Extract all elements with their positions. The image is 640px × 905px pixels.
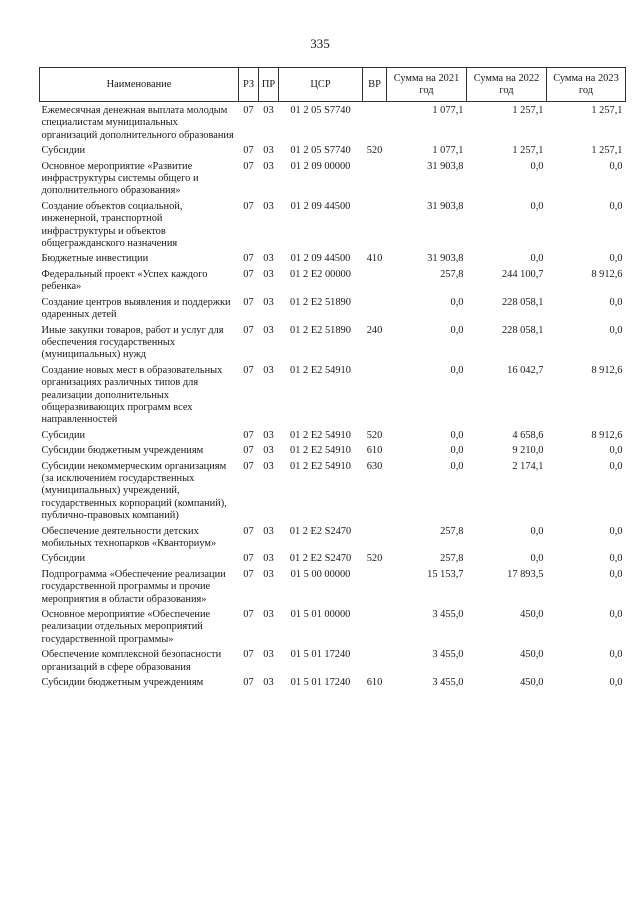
cell-sum-2022: 228 058,1 xyxy=(501,296,544,308)
cell-name: Субсидии бюджетным учреждениям xyxy=(41,445,204,457)
cell-sum-2023: 0,0 xyxy=(609,253,623,265)
cell-name: Подпрограмма «Обеспечение реализации государственной программы и прочие мероприятия в области образования» xyxy=(41,568,226,605)
cell-pr: 03 xyxy=(263,145,274,157)
header-rz: РЗ xyxy=(239,68,259,102)
cell-sum-2021: 0,0 xyxy=(450,445,464,457)
table-row xyxy=(40,252,626,267)
cell-name: Субсидии xyxy=(41,145,86,157)
cell-name: Создание центров выявления и поддержки одаренных детей xyxy=(41,296,231,321)
cell-name: Субсидии бюджетным учреждениям xyxy=(41,677,204,689)
cell-pr: 03 xyxy=(263,460,274,472)
table-row xyxy=(40,552,626,567)
cell-sum-2022: 2 174,1 xyxy=(512,460,544,472)
cell-sum-2022: 0,0 xyxy=(530,160,544,172)
cell-pr: 03 xyxy=(263,525,274,537)
cell-sum-2023: 0,0 xyxy=(609,568,623,580)
cell-name: Обеспечение комплексной безопасности организаций в сфере образования xyxy=(41,649,222,673)
cell-vr: 520 xyxy=(366,145,383,157)
cell-sum-2022: 0,0 xyxy=(530,525,544,537)
cell-name: Основное мероприятие «Развитие инфраструктуры системы общего и дополнительного образования» xyxy=(41,160,199,197)
cell-csr: 01 2 E2 54910 xyxy=(290,429,351,441)
cell-name: Основное мероприятие «Обеспечение реализации отдельных мероприятий государственной программы» xyxy=(41,609,211,645)
cell-sum-2023: 8 912,6 xyxy=(591,429,623,441)
cell-sum-2021: 31 903,8 xyxy=(427,160,464,172)
cell-vr xyxy=(363,160,387,200)
table-row xyxy=(40,676,626,691)
cell-vr xyxy=(363,525,387,553)
cell-sum-2022: 244 100,7 xyxy=(501,268,544,280)
cell-vr: 410 xyxy=(366,253,383,265)
cell-sum-2023: 8 912,6 xyxy=(591,268,623,280)
table-row xyxy=(40,429,626,444)
table-row xyxy=(40,144,626,159)
cell-name: Обеспечение деятельности детских мобильных технопарков «Кванториум» xyxy=(41,525,217,549)
cell-pr: 03 xyxy=(263,160,274,172)
cell-csr: 01 2 E2 54910 xyxy=(290,460,351,472)
cell-sum-2021: 0,0 xyxy=(450,429,464,441)
cell-sum-2021: 3 455,0 xyxy=(432,649,464,661)
cell-rz: 07 xyxy=(243,553,254,565)
cell-vr: 520 xyxy=(366,553,383,565)
table-row xyxy=(40,200,626,253)
cell-csr: 01 2 09 00000 xyxy=(290,160,351,172)
cell-sum-2021: 31 903,8 xyxy=(427,253,464,265)
cell-pr: 03 xyxy=(263,568,274,580)
cell-vr xyxy=(363,568,387,608)
cell-sum-2021: 0,0 xyxy=(450,460,464,472)
table-row xyxy=(40,568,626,608)
cell-sum-2022: 16 042,7 xyxy=(507,364,544,376)
table-header-row xyxy=(40,68,626,102)
cell-csr: 01 5 01 17240 xyxy=(290,677,351,689)
cell-sum-2023: 0,0 xyxy=(609,649,623,661)
cell-sum-2021: 257,8 xyxy=(440,553,464,565)
cell-csr: 01 5 00 00000 xyxy=(290,568,351,580)
cell-csr: 01 2 E2 51890 xyxy=(290,296,351,308)
cell-rz: 07 xyxy=(243,525,254,537)
cell-sum-2023: 0,0 xyxy=(609,460,623,472)
cell-vr xyxy=(363,608,387,648)
cell-sum-2023: 1 257,1 xyxy=(591,145,623,157)
cell-vr xyxy=(363,364,387,429)
cell-sum-2021: 257,8 xyxy=(440,268,464,280)
cell-sum-2022: 450,0 xyxy=(520,609,544,621)
cell-name: Федеральный проект «Успех каждого ребенка» xyxy=(41,268,208,293)
cell-name: Субсидии xyxy=(41,553,86,565)
cell-vr: 610 xyxy=(366,677,383,689)
cell-csr: 01 2 E2 51890 xyxy=(290,324,351,336)
cell-rz: 07 xyxy=(243,429,254,441)
cell-rz: 07 xyxy=(243,609,254,621)
cell-rz: 07 xyxy=(243,160,254,172)
cell-sum-2021: 1 077,1 xyxy=(432,145,464,157)
cell-pr: 03 xyxy=(263,296,274,308)
cell-sum-2022: 0,0 xyxy=(530,200,544,212)
cell-sum-2023: 0,0 xyxy=(609,609,623,621)
cell-sum-2021: 3 455,0 xyxy=(432,677,464,689)
cell-sum-2023: 0,0 xyxy=(609,160,623,172)
cell-rz: 07 xyxy=(243,200,254,212)
header-sum-2022: Сумма на 2022 год xyxy=(467,68,547,102)
cell-sum-2023: 0,0 xyxy=(609,445,623,457)
cell-rz: 07 xyxy=(243,324,254,336)
table-row xyxy=(40,268,626,296)
cell-csr: 01 2 E2 54910 xyxy=(290,364,351,376)
cell-pr: 03 xyxy=(263,268,274,280)
cell-pr: 03 xyxy=(263,324,274,336)
cell-rz: 07 xyxy=(243,364,254,376)
cell-vr: 240 xyxy=(366,324,383,336)
cell-vr xyxy=(363,102,387,145)
cell-csr: 01 2 E2 S2470 xyxy=(289,525,352,537)
cell-sum-2021: 3 455,0 xyxy=(432,609,464,621)
cell-pr: 03 xyxy=(263,364,274,376)
cell-sum-2021: 0,0 xyxy=(450,364,464,376)
cell-sum-2021: 0,0 xyxy=(450,324,464,336)
cell-sum-2023: 8 912,6 xyxy=(591,364,623,376)
cell-sum-2022: 4 658,6 xyxy=(512,429,544,441)
cell-vr xyxy=(363,296,387,324)
cell-rz: 07 xyxy=(243,568,254,580)
cell-sum-2022: 450,0 xyxy=(520,677,544,689)
table-body xyxy=(40,102,626,692)
cell-sum-2022: 17 893,5 xyxy=(507,568,544,580)
table-row xyxy=(40,102,626,145)
cell-csr: 01 2 05 S7740 xyxy=(290,105,351,116)
cell-csr: 01 2 09 44500 xyxy=(290,200,351,212)
table-row xyxy=(40,364,626,429)
cell-sum-2023: 0,0 xyxy=(609,200,623,212)
cell-rz: 07 xyxy=(243,105,254,116)
table-row xyxy=(40,608,626,648)
header-vr: ВР xyxy=(363,68,387,102)
cell-vr: 630 xyxy=(366,460,383,472)
cell-pr: 03 xyxy=(263,200,274,212)
cell-csr: 01 5 01 17240 xyxy=(290,649,351,661)
cell-sum-2023: 0,0 xyxy=(609,296,623,308)
cell-sum-2021: 15 153,7 xyxy=(427,568,464,580)
cell-pr: 03 xyxy=(263,553,274,565)
cell-sum-2023: 0,0 xyxy=(609,553,623,565)
table-row xyxy=(40,160,626,200)
cell-name: Создание объектов социальной, инженерной, транспортной инфраструктуры и объектов общегражданского назначения xyxy=(41,200,183,250)
table-row xyxy=(40,460,626,525)
cell-pr: 03 xyxy=(263,105,274,116)
cell-rz: 07 xyxy=(243,253,254,265)
cell-pr: 03 xyxy=(263,649,274,661)
cell-rz: 07 xyxy=(243,296,254,308)
cell-sum-2022: 0,0 xyxy=(530,253,544,265)
header-pr: ПР xyxy=(259,68,279,102)
cell-sum-2022: 1 257,1 xyxy=(512,105,544,116)
cell-pr: 03 xyxy=(263,677,274,689)
table-row xyxy=(40,444,626,459)
cell-rz: 07 xyxy=(243,677,254,689)
cell-csr: 01 5 01 00000 xyxy=(290,609,351,621)
cell-name: Бюджетные инвестиции xyxy=(41,253,149,265)
cell-vr xyxy=(363,268,387,296)
cell-rz: 07 xyxy=(243,460,254,472)
cell-csr: 01 2 E2 54910 xyxy=(290,445,351,457)
cell-sum-2022: 228 058,1 xyxy=(501,324,544,336)
cell-sum-2021: 1 077,1 xyxy=(432,105,464,116)
cell-rz: 07 xyxy=(243,268,254,280)
cell-rz: 07 xyxy=(243,145,254,157)
cell-pr: 03 xyxy=(263,253,274,265)
cell-sum-2023: 1 257,1 xyxy=(591,105,623,116)
cell-name: Ежемесячная денежная выплата молодым специалистам муниципальных организаций дополнительного образования xyxy=(41,105,234,141)
cell-sum-2023: 0,0 xyxy=(609,525,623,537)
cell-sum-2022: 9 210,0 xyxy=(512,445,544,457)
cell-vr: 610 xyxy=(366,445,383,457)
cell-sum-2021: 257,8 xyxy=(440,525,464,537)
table-row xyxy=(40,648,626,676)
cell-sum-2023: 0,0 xyxy=(609,677,623,689)
cell-vr xyxy=(363,200,387,253)
cell-sum-2021: 31 903,8 xyxy=(427,200,464,212)
header-name: Наименование xyxy=(40,68,239,102)
header-sum-2021: Сумма на 2021 год xyxy=(387,68,467,102)
cell-csr: 01 2 E2 00000 xyxy=(290,268,351,280)
header-sum-2023: Сумма на 2023 год xyxy=(547,68,626,102)
cell-rz: 07 xyxy=(243,445,254,457)
table-row xyxy=(40,525,626,553)
cell-pr: 03 xyxy=(263,609,274,621)
header-csr: ЦСР xyxy=(279,68,363,102)
cell-sum-2022: 1 257,1 xyxy=(512,145,544,157)
cell-csr: 01 2 09 44500 xyxy=(290,253,351,265)
page-number: 335 xyxy=(310,36,330,51)
table-row xyxy=(40,296,626,324)
cell-sum-2022: 450,0 xyxy=(520,649,544,661)
cell-name: Субсидии xyxy=(41,429,86,441)
cell-sum-2023: 0,0 xyxy=(609,324,623,336)
cell-csr: 01 2 E2 S2470 xyxy=(289,553,352,565)
cell-pr: 03 xyxy=(263,445,274,457)
cell-name: Создание новых мест в образовательных организациях различных типов для реализации дополнительных общеразвивающих программ всех направленностей xyxy=(41,364,223,426)
cell-vr: 520 xyxy=(366,429,383,441)
cell-sum-2022: 0,0 xyxy=(530,553,544,565)
cell-rz: 07 xyxy=(243,649,254,661)
cell-pr: 03 xyxy=(263,429,274,441)
table-row xyxy=(40,324,626,364)
cell-name: Субсидии некоммерческим организациям (за исключением государственных (муниципальных) учреждений, государственных корпораций (компаний), публично-правовых компаний) xyxy=(41,460,227,522)
budget-table xyxy=(39,67,626,691)
cell-sum-2021: 0,0 xyxy=(450,296,464,308)
cell-vr xyxy=(363,648,387,676)
cell-csr: 01 2 05 S7740 xyxy=(290,145,351,157)
cell-name: Иные закупки товаров, работ и услуг для обеспечения государственных (муниципальных) нужд xyxy=(41,324,224,361)
